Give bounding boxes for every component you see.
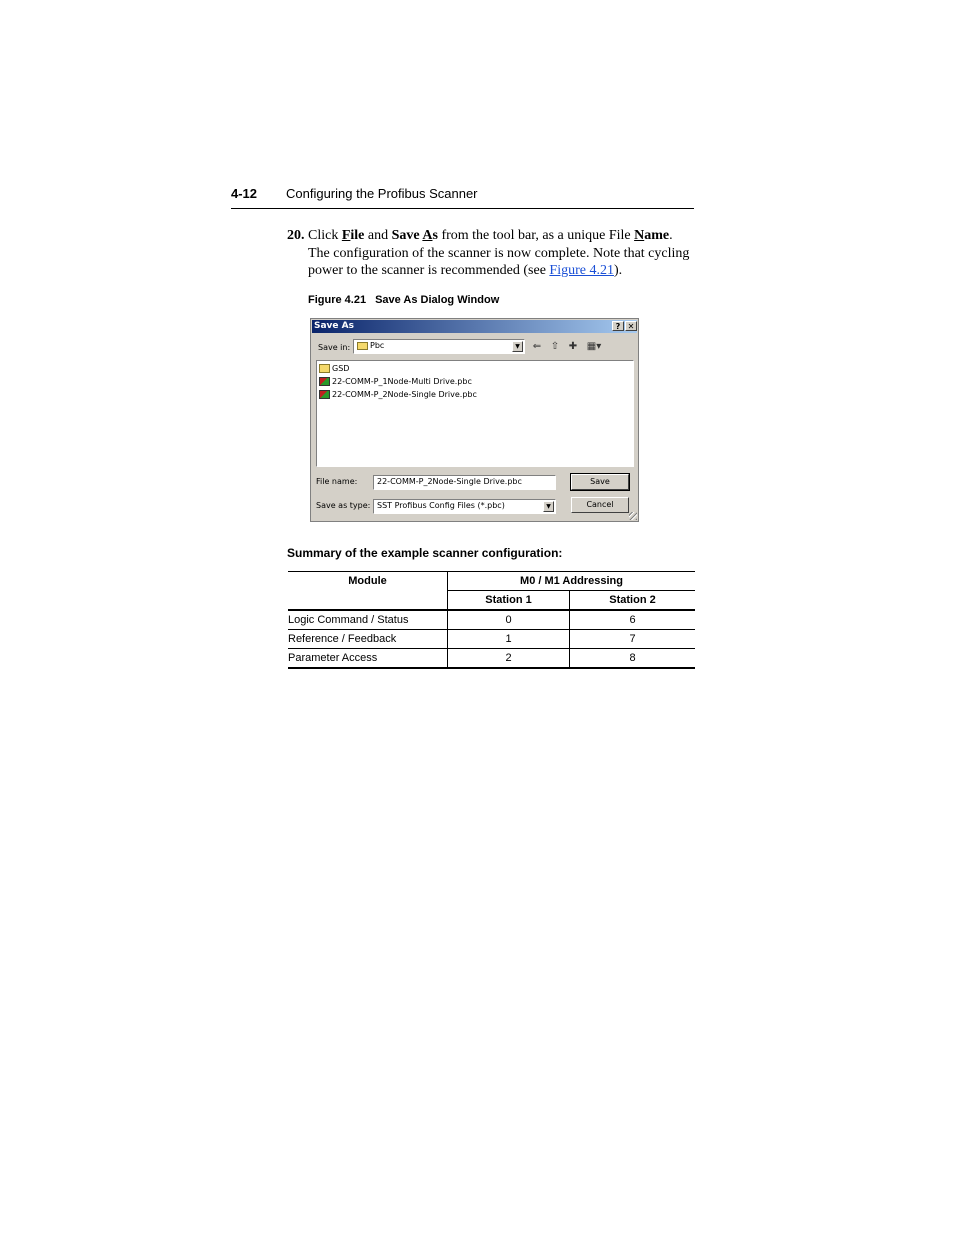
- step-20: [287, 227, 697, 280]
- page-number: 4-12: [231, 186, 258, 201]
- file-name-text: GSD: [332, 364, 350, 373]
- summary-table: [288, 571, 695, 669]
- close-button[interactable]: ✕: [625, 321, 637, 331]
- file-list[interactable]: [316, 360, 634, 467]
- folder-icon: [319, 364, 330, 373]
- module-cell: Reference / Feedback: [288, 630, 448, 649]
- save-as-dialog: [310, 318, 639, 522]
- dialog-title: Save As: [314, 321, 354, 331]
- file-name-input[interactable]: [373, 475, 556, 490]
- station1-header: Station 1: [448, 591, 570, 611]
- station-cell: 2: [448, 649, 570, 669]
- view-menu-icon[interactable]: ▦▾: [586, 341, 602, 352]
- save-type-label: Save as type:: [316, 501, 371, 510]
- dialog-titlebar: [312, 320, 637, 333]
- chevron-down-icon[interactable]: ▼: [512, 341, 523, 352]
- step-text-part: from the tool bar, as a unique File: [437, 228, 635, 243]
- name-term: Name: [634, 228, 670, 243]
- new-folder-icon[interactable]: ✚: [568, 341, 578, 352]
- cancel-button[interactable]: Cancel: [571, 497, 629, 513]
- save-in-value: Pbc: [357, 341, 384, 350]
- file-list-item[interactable]: [319, 390, 477, 402]
- save-as-term: Save As: [391, 228, 438, 243]
- figure-link[interactable]: Figure 4.21: [549, 263, 614, 278]
- help-button[interactable]: ?: [612, 321, 624, 331]
- station-cell: 7: [570, 630, 696, 649]
- save-type-value: SST Profibus Config Files (*.pbc): [377, 501, 505, 510]
- summary-title: Summary of the example scanner configuration:: [287, 546, 563, 560]
- station-cell: 1: [448, 630, 570, 649]
- file-name-text: 22-COMM-P_2Node-Single Drive.pbc: [332, 390, 477, 399]
- step-text-part: and: [364, 228, 392, 243]
- step-text-part: ).: [613, 263, 623, 278]
- file-list-item[interactable]: [319, 377, 472, 389]
- module-header: Module: [288, 572, 448, 611]
- up-folder-icon[interactable]: ⇧: [550, 341, 560, 352]
- resize-grip-icon[interactable]: [629, 512, 637, 520]
- station-cell: 0: [448, 610, 570, 630]
- file-name-label: File name:: [316, 477, 358, 486]
- addressing-header: M0 / M1 Addressing: [448, 572, 696, 591]
- file-menu-term: File: [341, 228, 365, 243]
- file-name-text: 22-COMM-P_1Node-Multi Drive.pbc: [332, 377, 472, 386]
- figure-label: Figure 4.21: [308, 294, 367, 306]
- station2-header: Station 2: [570, 591, 696, 611]
- figure-title: Save As Dialog Window: [375, 294, 500, 306]
- module-cell: Logic Command / Status: [288, 610, 448, 630]
- save-button[interactable]: Save: [571, 474, 629, 490]
- module-cell: Parameter Access: [288, 649, 448, 669]
- table-row: [288, 610, 695, 630]
- save-type-dropdown[interactable]: [373, 499, 556, 514]
- header-rule: [231, 208, 694, 209]
- step-text-part: . The configuration of the scanner is now complete. Note that cycling power to the scanner is recommended (see: [308, 228, 690, 278]
- station-cell: 6: [570, 610, 696, 630]
- save-in-dropdown[interactable]: [353, 339, 525, 354]
- save-in-label: Save in:: [318, 343, 351, 352]
- file-name-value: 22-COMM-P_2Node-Single Drive.pbc: [377, 477, 522, 486]
- pbc-file-icon: [319, 377, 330, 386]
- back-icon[interactable]: ⇐: [532, 341, 542, 352]
- step-number: 20.: [287, 228, 305, 243]
- chapter-title: Configuring the Profibus Scanner: [286, 186, 478, 201]
- step-text-part: Click: [308, 228, 342, 243]
- file-list-item[interactable]: [319, 364, 349, 376]
- folder-icon: [357, 342, 368, 350]
- chevron-down-icon[interactable]: ▼: [543, 501, 554, 512]
- pbc-file-icon: [319, 390, 330, 399]
- station-cell: 8: [570, 649, 696, 669]
- table-row: [288, 630, 695, 649]
- step-text: [308, 227, 697, 280]
- table-row: [288, 649, 695, 669]
- figure-caption: [308, 294, 508, 306]
